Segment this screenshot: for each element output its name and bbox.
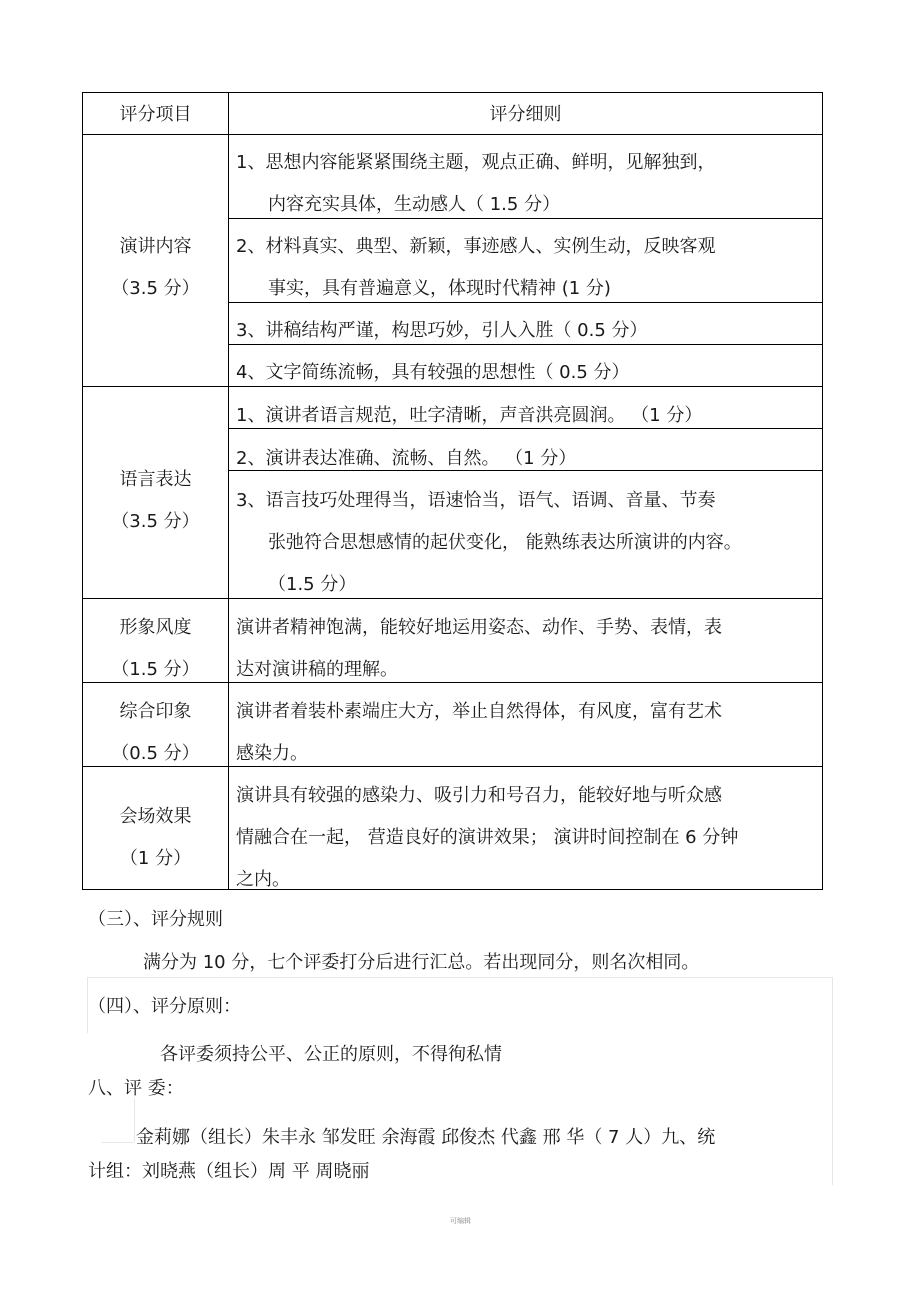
rule-line: 之内。	[236, 869, 290, 890]
section-score: （1 分）	[119, 848, 192, 869]
rule-line: 4、文字简练流畅，具有较强的思想性（ 0.5 分）	[236, 362, 630, 383]
section-name: 形象风度	[119, 617, 192, 638]
rule-line: 演讲具有较强的感染力、吸引力和号召力，能较好地与听众感	[236, 785, 722, 806]
rule-line: 演讲者着装朴素端庄大方，举止自然得体，有风度，富有艺术	[236, 701, 722, 722]
section-score: （1.5 分）	[111, 659, 200, 680]
principles-heading: （四）、评分原则：	[88, 996, 241, 1017]
rule-line: 事实，具有普遍意义，体现时代精神 (1 分)	[268, 278, 611, 299]
section-score: （3.5 分）	[111, 278, 200, 299]
section-name: 会场效果	[119, 806, 192, 827]
header-rule-col: 评分细则	[489, 104, 562, 125]
judges-heading: 八、评 委：	[88, 1078, 184, 1099]
section-score: （0.5 分）	[111, 743, 200, 764]
section-name: 演讲内容	[119, 236, 192, 257]
rule-line: 3、语言技巧处理得当，语速恰当，语气、语调、音量、节奏	[236, 490, 716, 511]
rule-line: 情融合在一起， 营造良好的演讲效果； 演讲时间控制在 6 分钟	[236, 827, 739, 848]
rule-line: 达对演讲稿的理解。	[236, 659, 398, 680]
rule-line: 1、思想内容能紧紧围绕主题，观点正确、鲜明，见解独到，	[236, 152, 716, 173]
rule-line: 1、演讲者语言规范，吐字清晰，声音洪亮圆润。 （1 分）	[236, 405, 703, 426]
rule-line: （1.5 分）	[268, 574, 357, 595]
rules-text: 满分为 10 分，七个评委打分后进行汇总。若出现同分，则名次相同。	[143, 952, 700, 973]
rule-line: 2、材料真实、典型、新颖，事迹感人、实例生动，反映客观	[236, 236, 716, 257]
rules-heading: （三）、评分规则	[88, 909, 223, 930]
rule-line: 3、讲稿结构严谨，构思巧妙，引人入胜（ 0.5 分）	[236, 320, 648, 341]
section-score: （3.5 分）	[111, 511, 200, 532]
rule-line: 内容充实具体，生动感人（ 1.5 分）	[268, 194, 561, 215]
rule-line: 2、演讲表达准确、流畅、自然。 （1 分）	[236, 448, 577, 469]
section-name: 综合印象	[119, 701, 192, 722]
judges-line-1: 金莉娜（组长）朱丰永 邹发旺 余海霞 邱俊杰 代鑫 邢 华（ 7 人）九、统	[136, 1127, 716, 1148]
judges-line-2: 计组：刘晓燕（组长）周 平 周晓丽	[88, 1161, 370, 1182]
rule-line: 感染力。	[236, 743, 308, 764]
rule-line: 张弛符合思想感情的起伏变化， 能熟练表达所演讲的内容。	[268, 532, 742, 553]
page-footer: 可编辑	[450, 1217, 471, 1225]
header-item-col: 评分项目	[119, 104, 192, 125]
section-name: 语言表达	[119, 469, 192, 490]
principles-text: 各评委须持公平、公正的原则，不得徇私情	[160, 1044, 502, 1065]
rule-line: 演讲者精神饱满，能较好地运用姿态、动作、手势、表情，表	[236, 617, 722, 638]
